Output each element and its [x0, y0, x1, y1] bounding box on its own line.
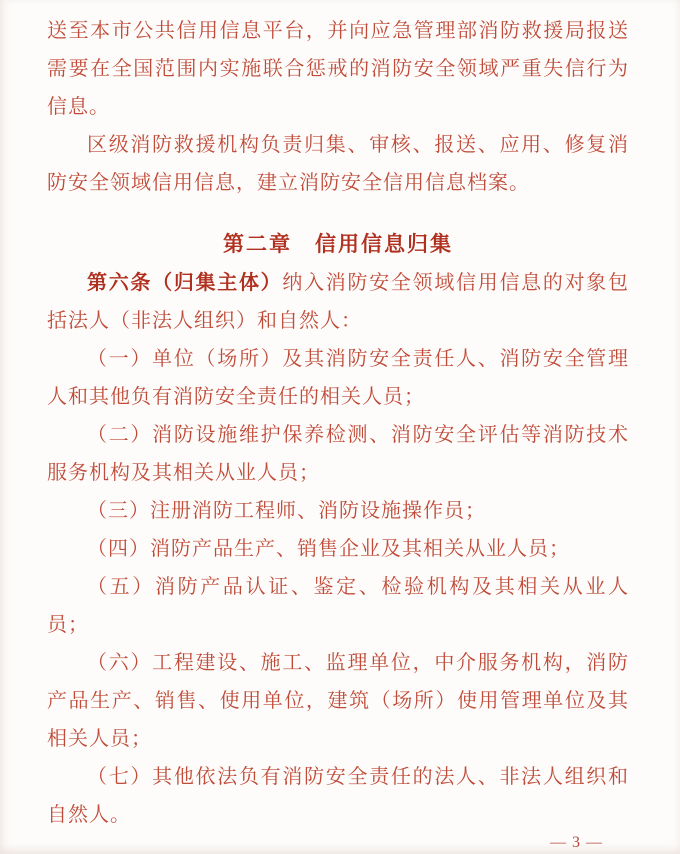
clause-item-3: （三）注册消防工程师、消防设施操作员； [87, 500, 486, 522]
clause-item-7: （七）其他依法负有消防安全责任的法人、非法人组织和自然人。 [47, 766, 629, 826]
article-6-body: 纳入消防安全领域信用信息的对象包括法人（非法人组织）和自然人： [47, 272, 629, 332]
paragraph-district-duty: 区级消防救援机构负责归集、审核、报送、应用、修复消防安全领域信用信息，建立消防安全信用信息档案。 [47, 134, 629, 194]
paragraph-article-6 [47, 264, 629, 340]
clause-item-1: （一）单位（场所）及其消防安全责任人、消防安全管理人和其他负有消防安全责任的相关人员； [47, 348, 629, 408]
clause-item-5: （五）消防产品认证、鉴定、检验机构及其相关从业人员； [47, 576, 629, 636]
clause-item-6: （六）工程建设、施工、监理单位，中介服务机构，消防产品生产、销售、使用单位，建筑（场所）使用管理单位及其相关人员； [47, 652, 629, 750]
page-number: — 3 — [550, 834, 603, 851]
chapter-heading: 第二章 信用信息归集 [223, 233, 453, 256]
paragraph-continuation: 送至本市公共信用信息平台，并向应急管理部消防救援局报送需要在全国范围内实施联合惩戒的消防安全领域严重失信行为信息。 [47, 20, 629, 118]
article-6-lead: 第六条（归集主体） [87, 272, 283, 294]
document-body [47, 12, 629, 834]
clause-item-4: （四）消防产品生产、销售企业及其相关从业人员； [87, 538, 570, 560]
clause-item-2: （二）消防设施维护保养检测、消防安全评估等消防技术服务机构及其相关从业人员； [47, 424, 629, 484]
page-footer [550, 835, 603, 851]
